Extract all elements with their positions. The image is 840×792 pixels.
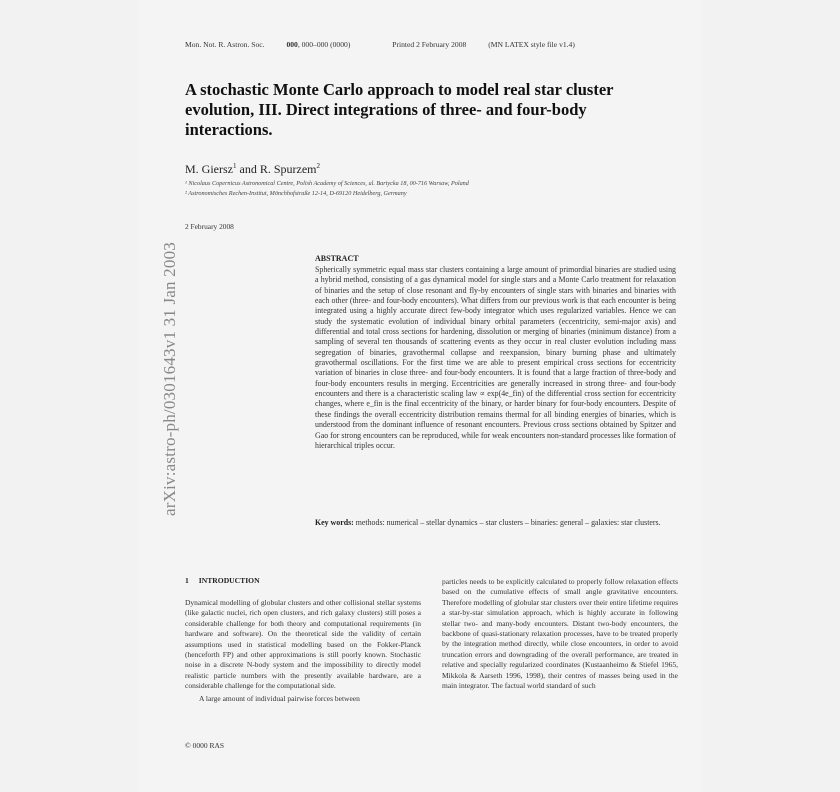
received-date: 2 February 2008 <box>185 222 234 231</box>
paragraph: Dynamical modelling of globular clusters and other collisional stellar systems (like galactic nuclei, rich open clusters, and rich galaxy clusters) still poses a considerable challenge for both theory and computational requirements (in hardware and software). On the theoretical side the validity of certain assumptions used in statistical modelling based on the Fokker-Planck (henceforth FP) and other approximations is still poorly known. Stochastic noise in a discrete N-body system and the impossibility to directly model realistic particle numbers with the presently available hardware, are a considerable challenge for the computational side. <box>185 598 421 691</box>
keywords <box>315 518 676 528</box>
paper-title: A stochastic Monte Carlo approach to model real star cluster evolution, III. Direct integrations of three- and four-body interactions. <box>185 80 614 139</box>
abstract-text: Spherically symmetric equal mass star clusters containing a large amount of primordial binaries are studied using a hybrid method, consisting of a gas dynamical model for single stars and a Monte Carlo treatment for relaxation of binaries and the setup of close resonant and fly-by encounters of single stars with binaries and binaries with each other (three- and four-body encounters). What differs from our previous work is that each encounter is being integrated using a highly accurate direct few-body integrator which uses regularized variables. Hence we can study the systematic evolution of individual binary orbital parameters (eccentricity, semi-major axis) and differential and total cross sections for hardening, dissolution or merging of binaries (minimum distance) from a sampling of several ten thousands of scattering events as they occur in real cluster evolution including mass segregation of binaries, gravothermal collapse and reexpansion, binary burning phase and ultimately gravothermal oscillations. For the first time we are able to present empirical cross sections for eccentricity variation of binaries in close three- and four-body encounters. It is found that a large fraction of three-body and four-body encounters results in merging. Eccentricities are generally increased in strong three- and four-body encounters and there is a characteristic scaling law ∝ exp(4e_fin) of the differential cross section for eccentricity changes, where e_fin is the final eccentricity of the binary, or harder binary for four-body encounters. Despite of these findings the overall eccentricity distribution remains thermal for all binding energies of binaries, which is understood from the dominant influence of resonant encounters. Previous cross sections obtained by Spitzer and Gao for strong encounters can be reproduced, while for weak encounters non-standard processes like formation of hierarchical triples occur. <box>315 265 676 450</box>
section-heading: 1 INTRODUCTION <box>185 576 260 585</box>
affiliation-1: ¹ Nicolaus Copernicus Astronomical Centre, Polish Academy of Sciences, ul. Bartycka 18, 00-716 Warsaw, Poland <box>185 180 469 187</box>
running-header <box>185 40 595 49</box>
keywords-label: Key words: <box>315 518 354 527</box>
affiliation-2: ² Astronomisches Rechen-Institut, Mönchhofstraße 12-14, D-69120 Heidelberg, Germany <box>185 190 407 197</box>
style-file: (MN LATEX style file v1.4) <box>488 40 575 49</box>
left-column <box>185 598 421 704</box>
paragraph: A large amount of individual pairwise forces between <box>199 693 360 703</box>
abstract-heading: ABSTRACT <box>315 254 359 263</box>
right-column <box>442 577 678 691</box>
arxiv-stamp: arXiv:astro-ph/0301643v1 31 Jan 2003 <box>160 242 179 516</box>
author-line: M. Giersz$^1$ and R. Spurzem$^2$ <box>185 162 320 176</box>
printed-date: Printed 2 February 2008 <box>392 40 467 49</box>
journal-ref: Mon. Not. R. Astron. Soc. 000, 000–000 (0000) <box>185 40 351 49</box>
copyright-notice: © 0000 RAS <box>185 741 225 750</box>
paragraph: particles needs to be explicitly calculated to properly follow relaxation effects based on the cumulative effects of small angle gravitative encounters. Therefore modelling of globular star clusters over their entire lifetime requires a star-by-star simulation approach, which is highly accurate in following stellar two- and many-body encounters. Distant two-body encounters, the backbone of quasi-stationary relaxation processes, have to be treated properly by the integration method directly, while close encounters, in order to avoid truncation errors and downgrading of the overall performance, are treated in relative and specially regularized coordinates (Kustaanheimo & Stiefel 1965, Mikkola & Aarseth 1996, 1998), their centres of masses being used in the main integrator. The factual world standard of such <box>442 577 678 691</box>
keywords-text: methods: numerical – stellar dynamics – star clusters – binaries: general – galaxies: star clusters. <box>353 518 661 527</box>
